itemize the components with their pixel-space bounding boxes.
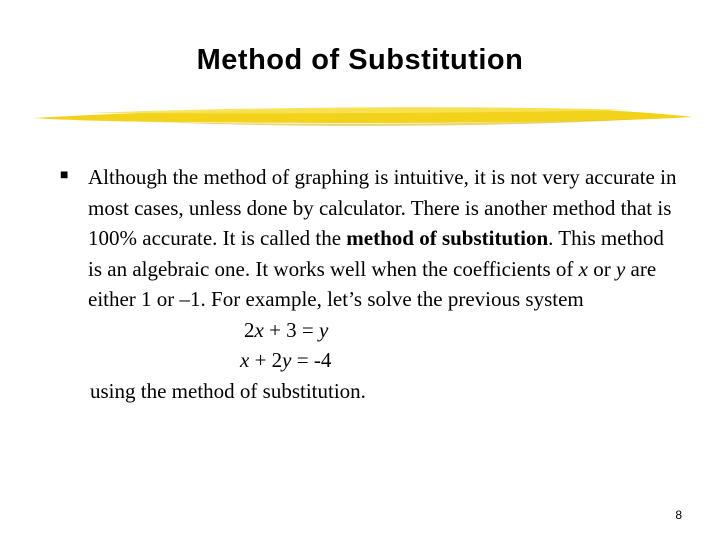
slide-title: Method of Substitution [196, 44, 524, 76]
equation-1-var-y: y [319, 317, 329, 342]
bullet-text-part4: are either 1 or –1. For example, let’s solve the previous system [88, 256, 657, 311]
equation-2-rhs: = -4 [291, 348, 332, 372]
closing-line: using the method of substitution. [90, 378, 366, 403]
equation-1-middle: + 3 = [263, 317, 320, 342]
variable-y: y [615, 256, 626, 281]
variable-x: x [578, 256, 588, 281]
equation-2-var-y: y [282, 348, 292, 372]
equation-1-coef: 2 [244, 317, 255, 342]
bullet-text-part1: Although the method of graphing is intuitive, it is not very accurate in most cases, unless done by calculator. There is another method that is 100% accurate. It is called the [88, 165, 677, 250]
slide-number: 8 [675, 508, 682, 522]
title-underline [30, 98, 695, 134]
bullet-list [60, 162, 680, 406]
bullet-text-part3: or [587, 256, 616, 281]
equation-1 [60, 315, 680, 346]
equation-2-middle: + 2 [249, 348, 283, 372]
equation-2-var-x: x [240, 348, 250, 372]
square-bullet-icon: ■ [60, 168, 69, 183]
equation-2 [60, 345, 680, 376]
equation-1-var-x: x [254, 317, 264, 342]
method-name-bold: method of substitution [346, 226, 549, 250]
bullet-text-part2: . This method is an algebraic one. It works well when the coefficients of [88, 226, 664, 281]
bullet-paragraph [88, 162, 680, 315]
